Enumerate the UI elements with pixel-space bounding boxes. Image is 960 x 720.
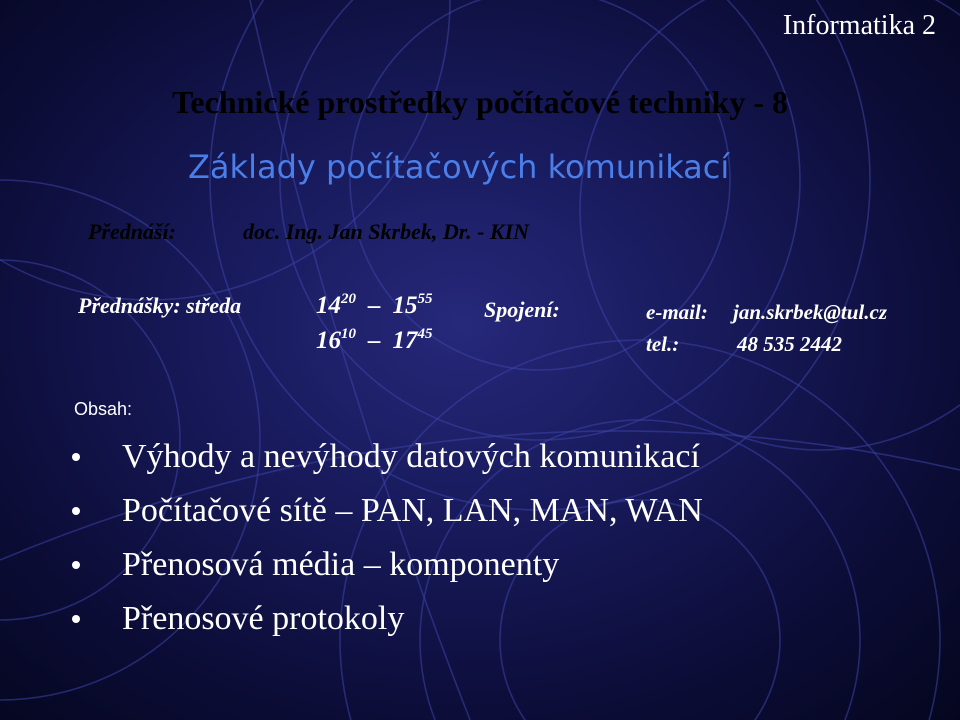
time-1-end-minute: 55 [417,291,433,307]
time-2-dash: – [368,327,381,354]
time-1-end-hour: 15 [392,292,418,319]
bullet-icon [72,561,80,569]
bullet-icon [72,453,80,461]
time-2-start-hour: 16 [316,327,341,354]
email-label: e-mail: [646,300,708,324]
time-1-dash: – [368,292,381,319]
time-2-end-minute: 45 [417,326,433,342]
time-1-start-minute: 20 [341,291,356,307]
slide-subtitle: Základy počítačových komunikací [188,148,730,186]
time-2-end-hour: 17 [392,327,418,354]
lecturer-name: doc. Ing. Jan Skrbek, Dr. - KIN [243,219,530,244]
schedule-label: Přednášky: středa [78,293,242,318]
time-slot-2 [316,326,433,355]
email-address: jan.skrbek@tul.cz [733,300,887,324]
bullet-icon [72,507,80,515]
lecturer-label: Přednáší: [88,219,176,244]
list-item-text: Přenosové protokoly [122,600,405,637]
time-1-start-hour: 14 [316,292,341,319]
tel-number: 48 535 2442 [737,332,842,356]
time-2-start-minute: 10 [341,326,356,342]
list-item-text: Výhody a nevýhody datových komunikací [122,438,700,475]
contents-label: Obsah: [74,399,133,419]
time-slot-1 [316,291,433,320]
slide-title: Technické prostředky počítačové techniky - 8 [172,84,788,120]
bullet-icon [72,615,80,623]
course-name: Informatika 2 [782,10,936,41]
list-item-text: Přenosová média – komponenty [122,546,560,583]
list-item-text: Počítačové sítě – PAN, LAN, MAN, WAN [122,492,703,529]
contact-label: Spojení: [484,297,560,322]
tel-label: tel.: [646,332,680,356]
